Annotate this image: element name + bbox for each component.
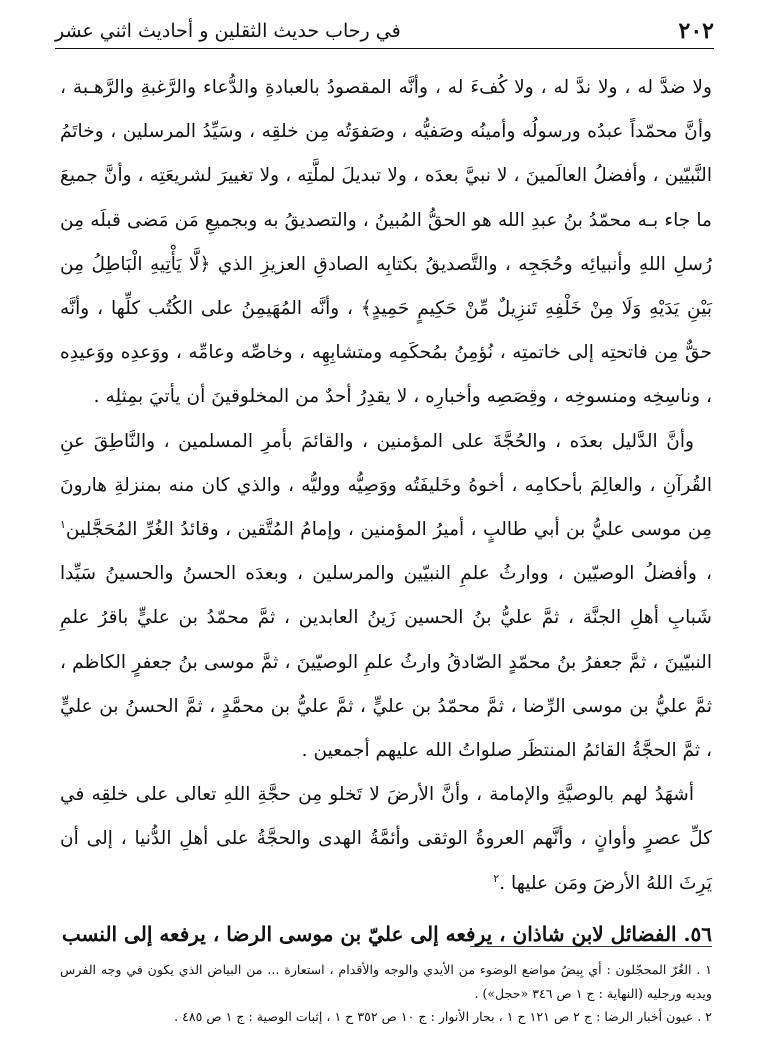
paragraph-1: ولا ضدَّ له ، ولا ندَّ له ، ولا كُفءَ له ، وأنَّه المقصودُ بالعبادةِ والدُّعاء والرَّغبةِ والرَّهـبة ، وأنَّ محمّداً عبدُه ورسولُه وأمينُه وصَفيُّه ، وصَفوَتُه مِن خلقِه ، وسَيِّدُ المرسلين ، وخاتَمُ النَّبيّين ، وأفضلُ العالَمينَ ، لا نبيَّ بعدَه ، ولا تبديلَ لملَّتِه ، ولا تغييرَ لشريعَتِه ، وأنَّ جميعَ ما جاء بـه محمّدُ بنُ عبدِ الله هو الحقُّ المُبينُ ، والتصديقُ به وبجميعِ مَن مَضى قبلَه مِن رُسلِ اللهِ وأنبيائِه وحُجَجِه ، والتَّصديقُ بكتابِه الصادقِ العزيزِ الذي ﴿لَّا يَأْتِيهِ الْبَاطِلُ مِن بَيْنِ يَدَيْهِ وَلَا مِنْ خَلْفِهِ تَنزِيلٌ مِّنْ حَكِيمٍ حَمِيدٍ﴾ ، وأنَّه المُهَيمِنُ على الكُتُب كلِّها ، وأنَّه حقٌّ مِن فاتحتِه إلى خاتمتِه ، نُؤمِنُ بمُحكَمِه ومتشابِهِه ، وخاصِّه وعامِّه ، ووَعدِه ووَعيدِه ، وناسِخِه ومنسوخِه ، وقِصَصِه وأخبارِه ، لا يقدِرُ أحدٌ من المخلوقينَ أن يأتيَ بمِثلِه . [60,77,712,408]
page-header [55,14,714,48]
paragraph-2-part-b: ، وأفضلُ الوصيّين ، ووارثُ علمِ النبيّين والمرسلين ، وبعدَه الحسنُ والحسينُ سَيِّدا شَبابِ أهلِ الجنَّة ، ثمَّ عليُّ بنُ الحسين زَينُ العابدين ، ثمَّ محمّدُ بن عليٍّ باقرُ علمِ النبيّينَ ، ثمَّ جعفرُ بنُ محمّدٍ الصّادقُ وارثُ علمِ الوصيّينَ ، ثمَّ موسى بنُ جعفرٍ الكاظم ، ثمَّ عليُّ بن موسى الرِّضا ، ثمَّ محمّدُ بن عليٍّ ، ثمَّ عليُّ بن محمَّدٍ ، ثمَّ الحسنُ بن عليٍّ ، ثمَّ الحجَّةُ القائمُ المنتظَر صلواتُ الله عليهم أجمعين . [60,563,712,762]
page-number: ٢٠٢ [678,18,714,44]
section-heading: ٥٦. الفضائل لابن شاذان ، يرفعه إلى عليّ بن موسى الرضا ، يرفعه إلى النسب [61,921,712,946]
footnote-rule [470,946,712,947]
footnote-marker-1: ١ [60,517,66,531]
paragraph-2 [60,420,712,774]
paragraph-3 [60,773,712,906]
footnotes [60,958,712,1029]
running-title: في رحاب حديث الثقلين و أحاديث اثني عشر [55,20,401,42]
main-text [60,66,712,956]
footnote-2: ٢ . عيون أخبار الرضا : ج ٢ ص ١٢١ ح ١ ، بحار الأنوار : ج ١٠ ص ٣٥٢ ح ١ ، إثبات الوصية : ج ١ ص ٤٨٥ . [174,1009,712,1024]
paragraph-2-part-a: وأنَّ الدَّليل بعدَه ، والحُجَّةَ على المؤمنين ، والقائمَ بأمرِ المسلمين ، والنَّاطِقَ عنِ القُرآنِ ، والعالِمَ بأحكامِه ، أخوهُ وخَليفَتُه ووَصِيُّه ووليُّه ، والذي كان منه بمنزلةِ هارونَ مِن موسى عليُّ بن أبي طالبٍ ، أميرُ المؤمنين ، وإمامُ المُتَّقين ، وقائدُ الغُرِّ المُحَجَّلين [60,430,712,541]
header-rule [55,48,714,49]
footnote-marker-2: ٢ [493,871,500,885]
footnote-1: ١ . الغُرّ المحجّلون : أي بِيضُ مواضع الوضوء من الأيدي والوجه والأقدام ، استعارة ... من البياض الذي يكون في وجه الفرس ويديه ورجليه (النهاية : ج ١ ص ٣٤٦ «حجل») . [60,962,712,1001]
paragraph-3-text: أشهَدُ لهم بالوصيَّةِ والإمامة ، وأنَّ الأرضَ لا تَخلو مِن حجَّةِ اللهِ تعالى على خلقِه في كلِّ عصرٍ وأوانٍ ، وأنَّهم العروةُ الوثقى وأئمَّةُ الهدى والحجَّةُ على أهلِ الدُّنيا ، إلى أن يَرِثَ اللهُ الأرضَ ومَن عليها . [60,784,712,894]
